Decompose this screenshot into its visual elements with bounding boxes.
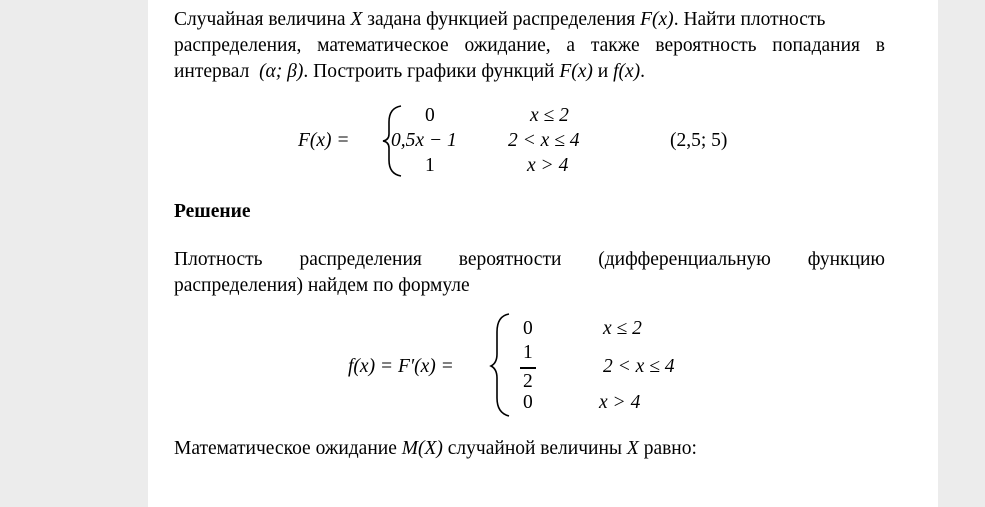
- formula-F-row2-condition: 2 < x ≤ 4: [508, 130, 580, 151]
- text: случайной величины: [442, 438, 627, 459]
- formula-F-interval: (2,5; 5): [670, 130, 728, 151]
- formula-F-row1-value: 0: [425, 105, 435, 126]
- formula-f-row1-condition: x ≤ 2: [603, 318, 642, 339]
- text: Математическое ожидание: [174, 438, 402, 459]
- problem-line-2: распределения, математическое ожидание, а также вероятность попадания в: [174, 35, 885, 56]
- func-F: F(x): [640, 9, 674, 30]
- left-brace-icon: [148, 0, 938, 507]
- fraction-denominator: 2: [523, 371, 533, 392]
- var-x: X: [350, 9, 363, 30]
- expectation-line: [174, 436, 697, 462]
- text: . Построить графики функций: [303, 61, 560, 82]
- solution-heading: Решение: [174, 201, 251, 222]
- formula-f-row1-value: 0: [523, 318, 533, 339]
- text: .: [640, 61, 646, 82]
- formula-f-row3-value: 0: [523, 392, 533, 413]
- formula-F-row2-value: 0,5x − 1: [391, 130, 457, 151]
- text: и: [592, 61, 614, 82]
- formula-F-row1-condition: x ≤ 2: [530, 105, 569, 126]
- text: Случайная величина: [174, 9, 351, 30]
- formula-f-lhs: f(x) = F′(x) =: [348, 356, 454, 377]
- formula-F-row3-condition: x > 4: [527, 155, 569, 176]
- word: вероятности: [458, 249, 562, 270]
- density-line-2: распределения) найдем по формуле: [174, 275, 470, 296]
- func-f: f(x): [613, 61, 641, 82]
- formula-F-lhs: F(x) =: [298, 130, 350, 151]
- formula-f-row2-condition: 2 < x ≤ 4: [603, 356, 675, 377]
- text: задана функцией распределения: [362, 9, 641, 30]
- interval-alpha-beta: (α; β): [259, 61, 304, 82]
- var-x: X: [626, 438, 639, 459]
- formula-f-row3-condition: x > 4: [599, 392, 641, 413]
- formula-F-row3-value: 1: [425, 155, 435, 176]
- word: (дифференциальную: [598, 249, 771, 270]
- func-F: F(x): [559, 61, 593, 82]
- text: интервал: [174, 61, 260, 82]
- word: распределения: [299, 249, 422, 270]
- document-page: [148, 0, 938, 507]
- fraction-numerator: 1: [523, 342, 533, 363]
- func-M: M(X): [401, 438, 443, 459]
- word: функцию: [807, 249, 885, 270]
- word: Плотность: [174, 249, 263, 270]
- text: равно:: [638, 438, 697, 459]
- text: . Найти плотность: [673, 9, 826, 30]
